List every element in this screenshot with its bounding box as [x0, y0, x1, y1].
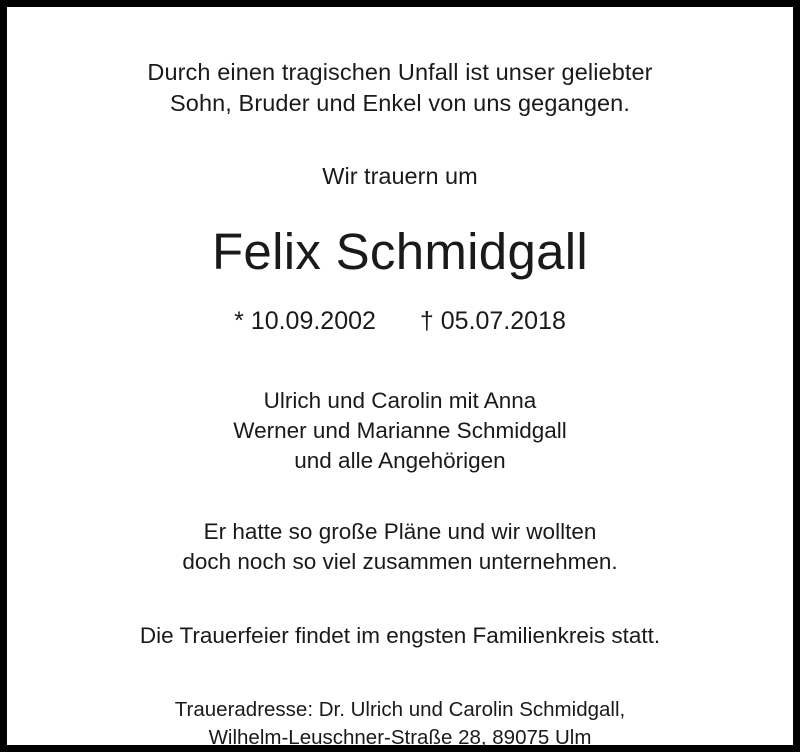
- intro-line-2: Sohn, Bruder und Enkel von uns gegangen.: [170, 90, 630, 117]
- intro-line-1: Durch einen tragischen Unfall ist unser geliebter: [147, 59, 653, 85]
- funeral-info: Die Trauerfeier findet im engsten Familienkreis statt.: [139, 622, 661, 648]
- family-line-3: und alle Angehörigen: [294, 447, 506, 473]
- birth-date: * 10.09.2002: [234, 307, 376, 336]
- mourning-label: Wir trauern um: [322, 163, 478, 190]
- intro-text: [147, 57, 652, 119]
- deceased-name: Felix Schmidgall: [211, 223, 589, 281]
- memorial-line-2: doch noch so viel zusammen unternehmen.: [182, 549, 618, 575]
- family-line-2: Werner und Marianne Schmidgall: [233, 418, 567, 444]
- life-dates: [234, 307, 566, 336]
- condolence-address: [175, 696, 625, 750]
- address-line-2: Wilhelm-Leuschner-Straße 28, 89075 Ulm: [208, 725, 592, 749]
- address-line-1: Traueradresse: Dr. Ulrich und Carolin Schmidgall,: [174, 698, 626, 722]
- death-date: † 05.07.2018: [419, 307, 566, 336]
- memorial-line-1: Er hatte so große Pläne und wir wollten: [203, 519, 597, 545]
- family-names: [233, 386, 567, 475]
- memorial-message: [182, 517, 617, 576]
- family-line-1: Ulrich und Carolin mit Anna: [263, 388, 537, 414]
